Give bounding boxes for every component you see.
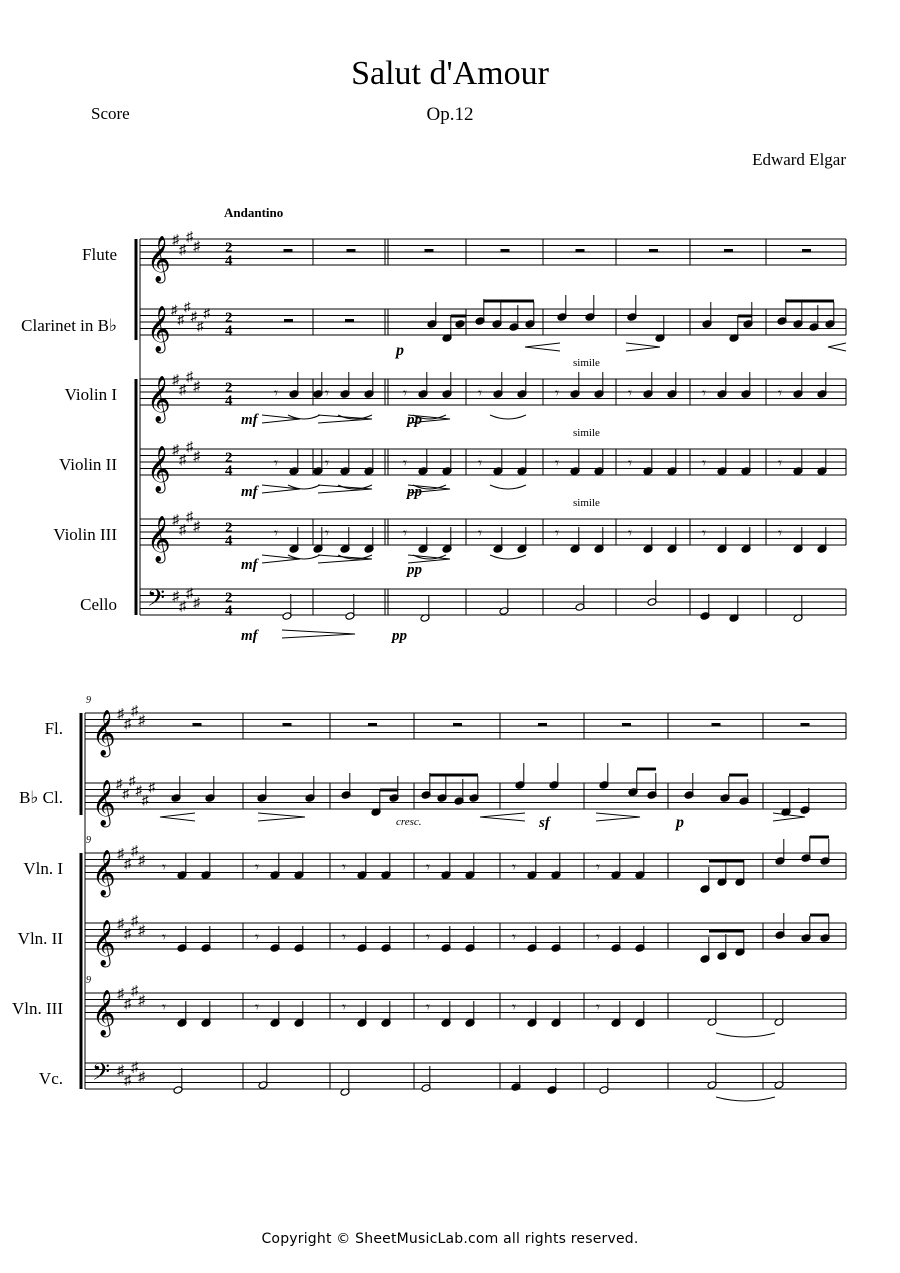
hairpin [525,343,560,351]
rest [576,249,585,252]
treble-clef: 𝄞 [147,306,171,352]
key-signature-sharp: ♯ [193,239,200,255]
rest: 𝄾 [274,454,278,472]
time-signature: 2 [225,240,233,256]
rest: 𝄾 [403,384,407,402]
rest: 𝄾 [778,384,782,402]
hairpin [596,813,640,821]
key-signature-sharp: ♯ [179,382,186,398]
key-signature-sharp: ♯ [193,379,200,395]
treble-clef: 𝄞 [92,710,116,756]
key-signature-sharp: ♯ [138,993,145,1009]
rest [649,249,658,252]
key-signature-sharp: ♯ [197,318,204,334]
rest: 𝄾 [342,928,346,946]
rest [283,723,292,726]
rest: 𝄾 [325,454,329,472]
rest: 𝄾 [555,454,559,472]
rest: 𝄾 [478,524,482,542]
key-signature-sharp: ♯ [186,586,193,602]
instrument-label-vln1: Vln. I [23,859,63,878]
measure-number: 9 [86,975,91,986]
treble-clef: 𝄞 [147,236,171,282]
dynamic-pp: pp [407,562,422,578]
dynamic-pp: pp [407,412,422,428]
hairpin [828,343,846,351]
key-signature-sharp: ♯ [179,242,186,258]
dynamic-p: p [676,814,684,831]
dynamic-p: p [396,342,404,359]
time-signature: 2 [225,450,233,466]
time-signature: 2 [225,590,233,606]
key-signature-sharp: ♯ [186,439,193,455]
time-signature: 4 [225,533,233,549]
key-signature-sharp: ♯ [124,996,131,1012]
rest: 𝄾 [628,384,632,402]
cresc-marking: cresc. [396,816,422,828]
time-signature: 2 [225,520,233,536]
simile-marking: simile [573,357,600,369]
instrument-label-violin2: Violin II [59,455,117,474]
key-signature-sharp: ♯ [172,373,179,388]
rest: 𝄾 [702,384,706,402]
time-signature: 2 [225,310,233,326]
slur [490,415,526,419]
simile-marking: simile [573,427,600,439]
hairpin [626,343,660,351]
slur [716,1097,775,1101]
key-signature-sharp: ♯ [177,311,184,327]
rest: 𝄾 [512,858,516,876]
key-signature-sharp: ♯ [117,707,124,722]
key-signature-sharp: ♯ [124,1073,131,1089]
hairpin [318,415,372,423]
key-signature-sharp: ♯ [148,779,155,795]
slur [490,485,526,489]
instrument-label-fl: Fl. [44,719,63,738]
treble-clef: 𝄞 [92,920,116,966]
dynamic-mf: mf [241,412,258,428]
music-notation [92,230,846,1101]
key-signature-sharp: ♯ [179,599,186,615]
rest [284,319,293,322]
note-head [455,320,465,329]
key-signature-sharp: ♯ [124,856,131,872]
rest: 𝄾 [403,524,407,542]
dynamic-mf: mf [241,484,258,500]
hairpin [318,485,372,493]
key-signature-sharp: ♯ [190,308,197,324]
rest: 𝄾 [596,858,600,876]
treble-clef: 𝄞 [92,850,116,896]
key-signature-sharp: ♯ [203,305,210,321]
hairpin [262,555,300,563]
hairpin [318,555,372,563]
copyright-footer: Copyright © SheetMusicLab.com all rights reserved. [261,1231,639,1247]
measure-number: 9 [86,835,91,846]
rest: 𝄾 [778,524,782,542]
key-signature-sharp: ♯ [138,1070,145,1085]
key-signature-sharp: ♯ [172,589,179,605]
key-signature-sharp: ♯ [184,298,191,314]
rest: 𝄾 [162,998,166,1016]
key-signature-sharp: ♯ [131,843,138,859]
treble-clef: 𝄞 [92,780,116,826]
hairpin [262,415,300,423]
dynamic-pp: pp [392,628,407,644]
rest: 𝄾 [162,858,166,876]
bass-clef: 𝄢 [147,584,166,617]
key-signature-sharp: ♯ [117,847,124,862]
rest: 𝄾 [403,454,407,472]
key-signature-sharp: ♯ [193,596,200,611]
measure-number: 9 [86,695,91,706]
time-signature: 4 [225,603,233,619]
key-signature-sharp: ♯ [172,443,179,458]
rest [801,723,810,726]
rest: 𝄾 [596,998,600,1016]
staff-lines [81,239,846,1089]
rest [501,249,510,252]
rest: 𝄾 [596,928,600,946]
instrument-label-vln3: Vln. III [12,999,63,1018]
rest [284,249,293,252]
rest: 𝄾 [274,384,278,402]
rest [802,249,811,252]
rest: 𝄾 [255,928,259,946]
key-signature-sharp: ♯ [179,452,186,468]
tempo-marking: Andantino [224,205,284,220]
rest: 𝄾 [274,524,278,542]
composer-name: Edward Elgar [752,150,846,169]
rest: 𝄾 [512,928,516,946]
rest: 𝄾 [255,998,259,1016]
key-signature-sharp: ♯ [122,785,129,801]
dynamic-mf: mf [241,557,258,573]
key-signature-sharp: ♯ [172,513,179,528]
key-signature-sharp: ♯ [124,926,131,942]
key-signature-sharp: ♯ [186,229,193,245]
key-signature-sharp: ♯ [172,233,179,248]
time-signature: 4 [225,463,233,479]
rest [347,249,356,252]
rest [724,249,733,252]
rest: 𝄾 [426,858,430,876]
hairpin [480,813,525,821]
key-signature-sharp: ♯ [135,782,142,798]
treble-clef: 𝄞 [92,990,116,1036]
key-signature-sharp: ♯ [171,302,178,317]
rest: 𝄾 [512,998,516,1016]
rest [193,723,202,726]
rest: 𝄾 [778,454,782,472]
key-signature-sharp: ♯ [131,913,138,929]
key-signature-sharp: ♯ [138,713,145,729]
slur [716,1033,775,1037]
rest [345,319,354,322]
key-signature-sharp: ♯ [129,772,136,788]
hairpin [282,630,355,638]
rest: 𝄾 [555,384,559,402]
key-signature-sharp: ♯ [124,716,131,732]
rest: 𝄾 [478,454,482,472]
instrument-label-flute: Flute [82,245,117,264]
instrument-label-cl: B♭ Cl. [19,788,63,807]
rest [622,723,631,726]
rest [453,723,462,726]
rest: 𝄾 [628,454,632,472]
key-signature-sharp: ♯ [179,522,186,538]
hairpin [160,813,195,821]
key-signature-sharp: ♯ [117,917,124,932]
instrument-label-cello: Cello [80,595,117,614]
rest: 𝄾 [555,524,559,542]
treble-clef: 𝄞 [147,446,171,492]
instrument-label-violin1: Violin I [64,385,117,404]
dynamic-sf: sf [539,815,550,831]
simile-marking: simile [573,497,600,509]
time-signature: 4 [225,393,233,409]
treble-clef: 𝄞 [147,376,171,422]
key-signature-sharp: ♯ [116,776,123,791]
hairpin [262,485,300,493]
key-signature-sharp: ♯ [131,1060,138,1076]
rest [425,249,434,252]
hairpin [258,813,305,821]
treble-clef: 𝄞 [147,516,171,562]
bass-clef: 𝄢 [92,1058,111,1091]
key-signature-sharp: ♯ [193,449,200,465]
key-signature-sharp: ♯ [186,509,193,525]
instrument-label-vc: Vc. [38,1069,63,1088]
rest: 𝄾 [702,524,706,542]
score-title: Salut d'Amour [351,55,549,92]
rest: 𝄾 [342,858,346,876]
time-signature: 2 [225,380,233,396]
time-signature: 4 [225,253,233,269]
key-signature-sharp: ♯ [131,703,138,719]
instrument-label-vln2: Vln. II [17,929,63,948]
key-signature-sharp: ♯ [186,369,193,385]
rest [368,723,377,726]
slur [490,555,526,559]
key-signature-sharp: ♯ [142,792,149,808]
instrument-label-violin3: Violin III [53,525,117,544]
key-signature-sharp: ♯ [138,923,145,939]
rest: 𝄾 [255,858,259,876]
rest: 𝄾 [162,928,166,946]
dynamic-mf: mf [241,628,258,644]
rest: 𝄾 [702,454,706,472]
rest: 𝄾 [325,524,329,542]
rest: 𝄾 [325,384,329,402]
rest: 𝄾 [342,998,346,1016]
key-signature-sharp: ♯ [193,519,200,535]
rest: 𝄾 [478,384,482,402]
rest: 𝄾 [426,928,430,946]
rest [712,723,721,726]
instrument-label-clarinet: Clarinet in B♭ [21,316,117,335]
time-signature: 4 [225,323,233,339]
rest: 𝄾 [426,998,430,1016]
key-signature-sharp: ♯ [138,853,145,869]
key-signature-sharp: ♯ [117,987,124,1002]
rest: 𝄾 [628,524,632,542]
dynamic-pp: pp [407,484,422,500]
rest [538,723,547,726]
key-signature-sharp: ♯ [131,983,138,999]
key-signature-sharp: ♯ [117,1063,124,1079]
score-label: Score [91,104,130,123]
opus-number: Op.12 [426,104,474,125]
